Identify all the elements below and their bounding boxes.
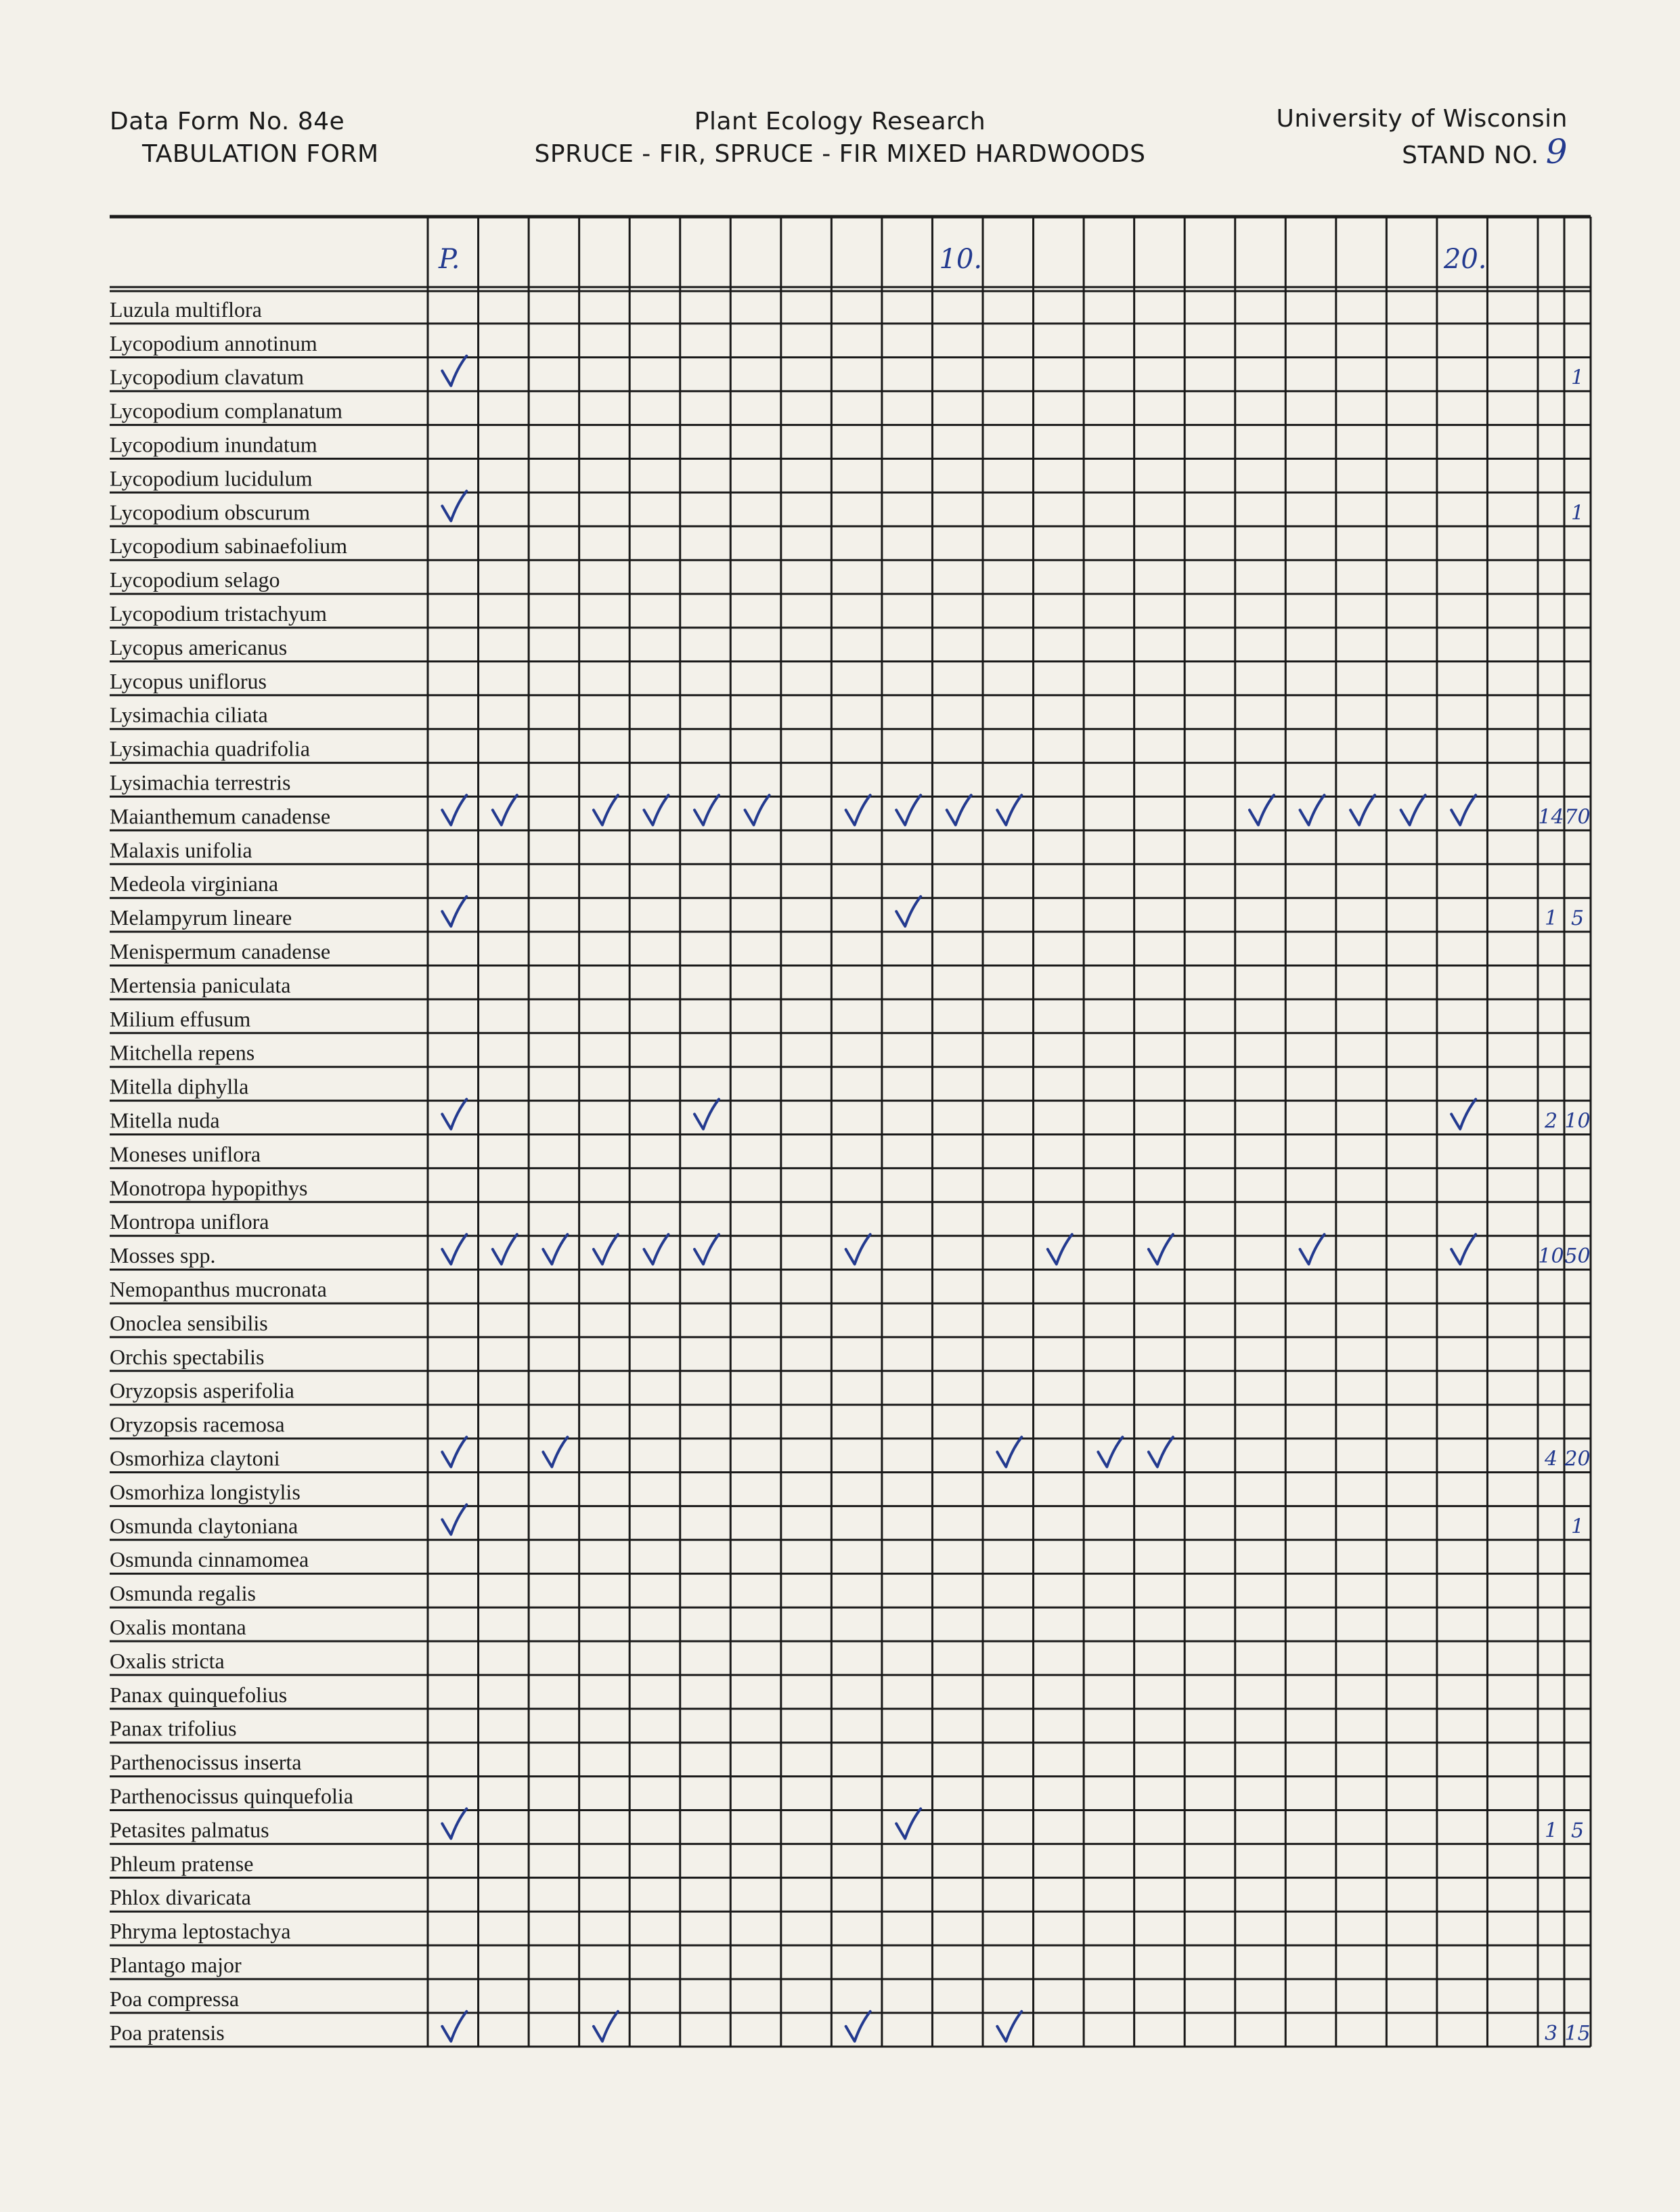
- check-mark-icon: [543, 1437, 567, 1467]
- species-row: [110, 635, 287, 659]
- check-mark-icon: [1098, 1437, 1122, 1467]
- species-name: Lycopodium complanatum: [110, 398, 342, 423]
- species-row: [110, 1379, 294, 1403]
- check-mark-icon: [493, 795, 517, 825]
- check-mark-icon: [1149, 1234, 1173, 1264]
- frequency-percent: 1: [1570, 366, 1585, 390]
- check-mark-icon: [644, 1234, 668, 1264]
- species-row: [110, 297, 262, 322]
- check-mark-icon: [997, 795, 1021, 825]
- frequency-percent: 20: [1564, 1447, 1591, 1471]
- species-row: [110, 1919, 290, 1943]
- species-name: Lycopodium clavatum: [110, 364, 305, 389]
- species-row: [110, 1504, 1584, 1538]
- species-row: [110, 703, 268, 727]
- check-mark-icon: [997, 1437, 1021, 1467]
- check-mark-icon: [442, 896, 466, 926]
- species-name: Panax trifolius: [110, 1716, 237, 1741]
- species-row: [110, 2012, 1591, 2045]
- stand-label: STAND NO.: [1402, 142, 1539, 169]
- species-row: [110, 331, 317, 355]
- species-name: Osmorhiza longistylis: [110, 1479, 301, 1504]
- species-row: [110, 1885, 251, 1909]
- species-row: [110, 1100, 1591, 1133]
- species-name: Melampyrum lineare: [110, 905, 292, 930]
- species-row: [110, 534, 347, 558]
- species-name: Mitella diphylla: [110, 1074, 249, 1099]
- species-name: Lycopodium annotinum: [110, 330, 317, 355]
- check-mark-icon: [1350, 795, 1375, 825]
- species-row: [110, 871, 278, 896]
- check-mark-icon: [1300, 795, 1325, 825]
- species-row: [110, 1649, 225, 1673]
- species-row: [110, 973, 290, 997]
- species-row: [110, 1581, 256, 1605]
- check-mark-icon: [1451, 795, 1476, 825]
- species-row: [110, 1234, 1591, 1268]
- species-name: Maianthemum canadense: [110, 804, 331, 829]
- frequency-count: 3: [1544, 2021, 1558, 2045]
- species-name: Panax quinquefolius: [110, 1682, 288, 1707]
- species-name: Lycopodium selago: [110, 567, 280, 592]
- frequency-percent: 15: [1564, 2021, 1591, 2045]
- frequency-percent: 1: [1570, 1515, 1585, 1539]
- species-name: Lycopodium tristachyum: [110, 601, 327, 626]
- species-row: [110, 466, 313, 490]
- species-name: Mitella nuda: [110, 1108, 220, 1133]
- check-mark-icon: [1250, 795, 1274, 825]
- university-name: University of Wisconsin: [1276, 105, 1568, 133]
- species-name: Parthenocissus inserta: [110, 1750, 302, 1775]
- species-name: Lycopodium inundatum: [110, 432, 317, 457]
- grid-lines: [110, 217, 1591, 2047]
- species-row: [110, 1412, 285, 1437]
- species-row: [110, 601, 327, 626]
- species-row: [110, 1437, 1591, 1471]
- check-mark-icon: [1048, 1234, 1072, 1264]
- column-label-20: 20.: [1443, 244, 1487, 275]
- species-row: [110, 669, 267, 693]
- species-name: Osmorhiza claytoni: [110, 1446, 280, 1471]
- species-row: [110, 1007, 250, 1031]
- species-name: Oxalis montana: [110, 1615, 246, 1639]
- species-name: Lysimachia ciliata: [110, 702, 268, 727]
- species-row: [110, 737, 310, 761]
- species-row: [110, 1716, 237, 1741]
- species-name: Mitchella repens: [110, 1040, 255, 1065]
- species-row: [110, 795, 1591, 829]
- frequency-percent: 1: [1570, 501, 1585, 525]
- check-mark-icon: [947, 795, 971, 825]
- frequency-count: 4: [1544, 1447, 1558, 1471]
- species-row: [110, 838, 252, 862]
- species-row: [110, 1142, 261, 1166]
- species-row: [110, 939, 330, 963]
- check-mark-icon: [745, 795, 770, 825]
- species-row: [110, 1547, 309, 1571]
- check-mark-icon: [442, 1437, 466, 1467]
- column-label-10: 10.: [939, 244, 983, 275]
- species-row: [110, 1750, 302, 1775]
- species-name: Onoclea sensibilis: [110, 1310, 268, 1335]
- species-name: Osmunda claytoniana: [110, 1513, 299, 1538]
- check-mark-icon: [694, 1100, 719, 1129]
- check-mark-icon: [594, 795, 618, 825]
- species-row: [110, 1479, 301, 1504]
- species-name: Osmunda regalis: [110, 1581, 256, 1606]
- species-row: [110, 771, 290, 795]
- frequency-count: 2: [1544, 1109, 1558, 1133]
- frequency-percent: 5: [1570, 1819, 1585, 1843]
- species-name: Lycopodium sabinaefolium: [110, 534, 348, 559]
- species-row: [110, 491, 1584, 525]
- species-row: [110, 1851, 253, 1875]
- check-mark-icon: [1401, 795, 1425, 825]
- check-mark-icon: [493, 1234, 517, 1264]
- form-number: Data Form No. 84e: [110, 108, 345, 135]
- frequency-percent: 5: [1570, 907, 1585, 931]
- species-name: Nemopanthus mucronata: [110, 1277, 327, 1301]
- species-row: [110, 1209, 269, 1234]
- species-row: [110, 433, 317, 457]
- species-name: Plantago major: [110, 1953, 242, 1977]
- species-row: [110, 567, 280, 592]
- species-row: [110, 356, 1584, 390]
- species-name: Phryma leptostachya: [110, 1919, 291, 1944]
- species-name: Oryzopsis asperifolia: [110, 1378, 294, 1403]
- check-mark-icon: [442, 1234, 466, 1264]
- check-mark-icon: [896, 795, 921, 825]
- species-row: [110, 1075, 248, 1099]
- species-row: [110, 1615, 246, 1639]
- frequency-percent: 70: [1564, 805, 1591, 829]
- species-name: Moneses uniflora: [110, 1142, 261, 1167]
- check-mark-icon: [644, 795, 668, 825]
- frequency-count: 1: [1544, 1819, 1558, 1843]
- species-row: [110, 1808, 1584, 1842]
- check-mark-icon: [694, 1234, 719, 1264]
- check-mark-icon: [442, 491, 466, 521]
- check-mark-icon: [442, 1504, 466, 1534]
- species-name: Phleum pratense: [110, 1851, 254, 1876]
- forest-type: SPRUCE - FIR, SPRUCE - FIR MIXED HARDWOODS: [534, 140, 1146, 168]
- species-name: Mosses spp.: [110, 1243, 216, 1268]
- check-mark-icon: [846, 2012, 870, 2041]
- frequency-count: 1: [1544, 907, 1558, 931]
- frequency-count: 10: [1538, 1244, 1564, 1269]
- check-mark-icon: [1149, 1437, 1173, 1467]
- species-name: Orchis spectabilis: [110, 1344, 265, 1369]
- species-name: Monotropa hypopithys: [110, 1175, 308, 1200]
- check-mark-icon: [442, 795, 466, 825]
- check-mark-icon: [594, 2012, 618, 2041]
- check-mark-icon: [442, 1100, 466, 1129]
- species-name: Luzula multiflora: [110, 297, 262, 322]
- species-name: Oryzopsis racemosa: [110, 1412, 285, 1437]
- species-row: [110, 1953, 242, 1977]
- species-name: Parthenocissus quinquefolia: [110, 1783, 353, 1808]
- species-row: [110, 399, 342, 423]
- species-name: Lycopus uniflorus: [110, 668, 267, 693]
- species-name: Milium effusum: [110, 1006, 251, 1031]
- species-name: Medeola virginiana: [110, 871, 279, 896]
- frequency-count: 14: [1538, 805, 1564, 829]
- check-mark-icon: [442, 2012, 466, 2041]
- frequency-percent: 10: [1564, 1109, 1591, 1133]
- species-row: [110, 1345, 264, 1369]
- species-row: [110, 896, 1584, 930]
- check-mark-icon: [442, 1808, 466, 1838]
- check-mark-icon: [997, 2012, 1021, 2041]
- species-row: [110, 1784, 353, 1808]
- check-mark-icon: [896, 1808, 921, 1838]
- form-name: TABULATION FORM: [142, 140, 379, 168]
- species-row: [110, 1987, 239, 2011]
- species-name: Poa compressa: [110, 1986, 240, 2011]
- stand-number: 9: [1545, 132, 1568, 171]
- check-mark-icon: [1300, 1234, 1325, 1264]
- check-mark-icon: [896, 896, 921, 926]
- species-row: [110, 1311, 268, 1335]
- species-name: Poa pratensis: [110, 2020, 225, 2045]
- check-mark-icon: [442, 356, 466, 386]
- species-name: Malaxis unifolia: [110, 838, 252, 863]
- species-name: Phlox divaricata: [110, 1885, 251, 1910]
- column-header-labels: [438, 244, 1487, 275]
- species-name: Montropa uniflora: [110, 1209, 269, 1234]
- check-mark-icon: [846, 1234, 870, 1264]
- species-name: Petasites palmatus: [110, 1817, 269, 1842]
- species-row: [110, 1175, 307, 1200]
- check-mark-icon: [1451, 1100, 1476, 1129]
- species-name: Lycopodium obscurum: [110, 500, 310, 525]
- check-mark-icon: [543, 1234, 567, 1264]
- species-name: Lycopodium lucidulum: [110, 466, 313, 491]
- species-name: Osmunda cinnamomea: [110, 1547, 309, 1572]
- species-name: Menispermum canadense: [110, 939, 331, 963]
- species-name: Lycopus americanus: [110, 634, 288, 659]
- check-mark-icon: [694, 795, 719, 825]
- species-name: Mertensia paniculata: [110, 972, 291, 997]
- species-name: Lysimachia terrestris: [110, 770, 291, 795]
- check-mark-icon: [846, 795, 870, 825]
- check-mark-icon: [1451, 1234, 1476, 1264]
- check-mark-icon: [594, 1234, 618, 1264]
- species-name: Lysimachia quadrifolia: [110, 736, 310, 761]
- column-label-p: P.: [439, 244, 460, 275]
- species-name: Oxalis stricta: [110, 1648, 225, 1673]
- species-row: [110, 1683, 287, 1707]
- frequency-percent: 50: [1564, 1244, 1591, 1269]
- species-row: [110, 1277, 327, 1301]
- species-row: [110, 1041, 255, 1065]
- research-title: Plant Ecology Research: [694, 108, 986, 135]
